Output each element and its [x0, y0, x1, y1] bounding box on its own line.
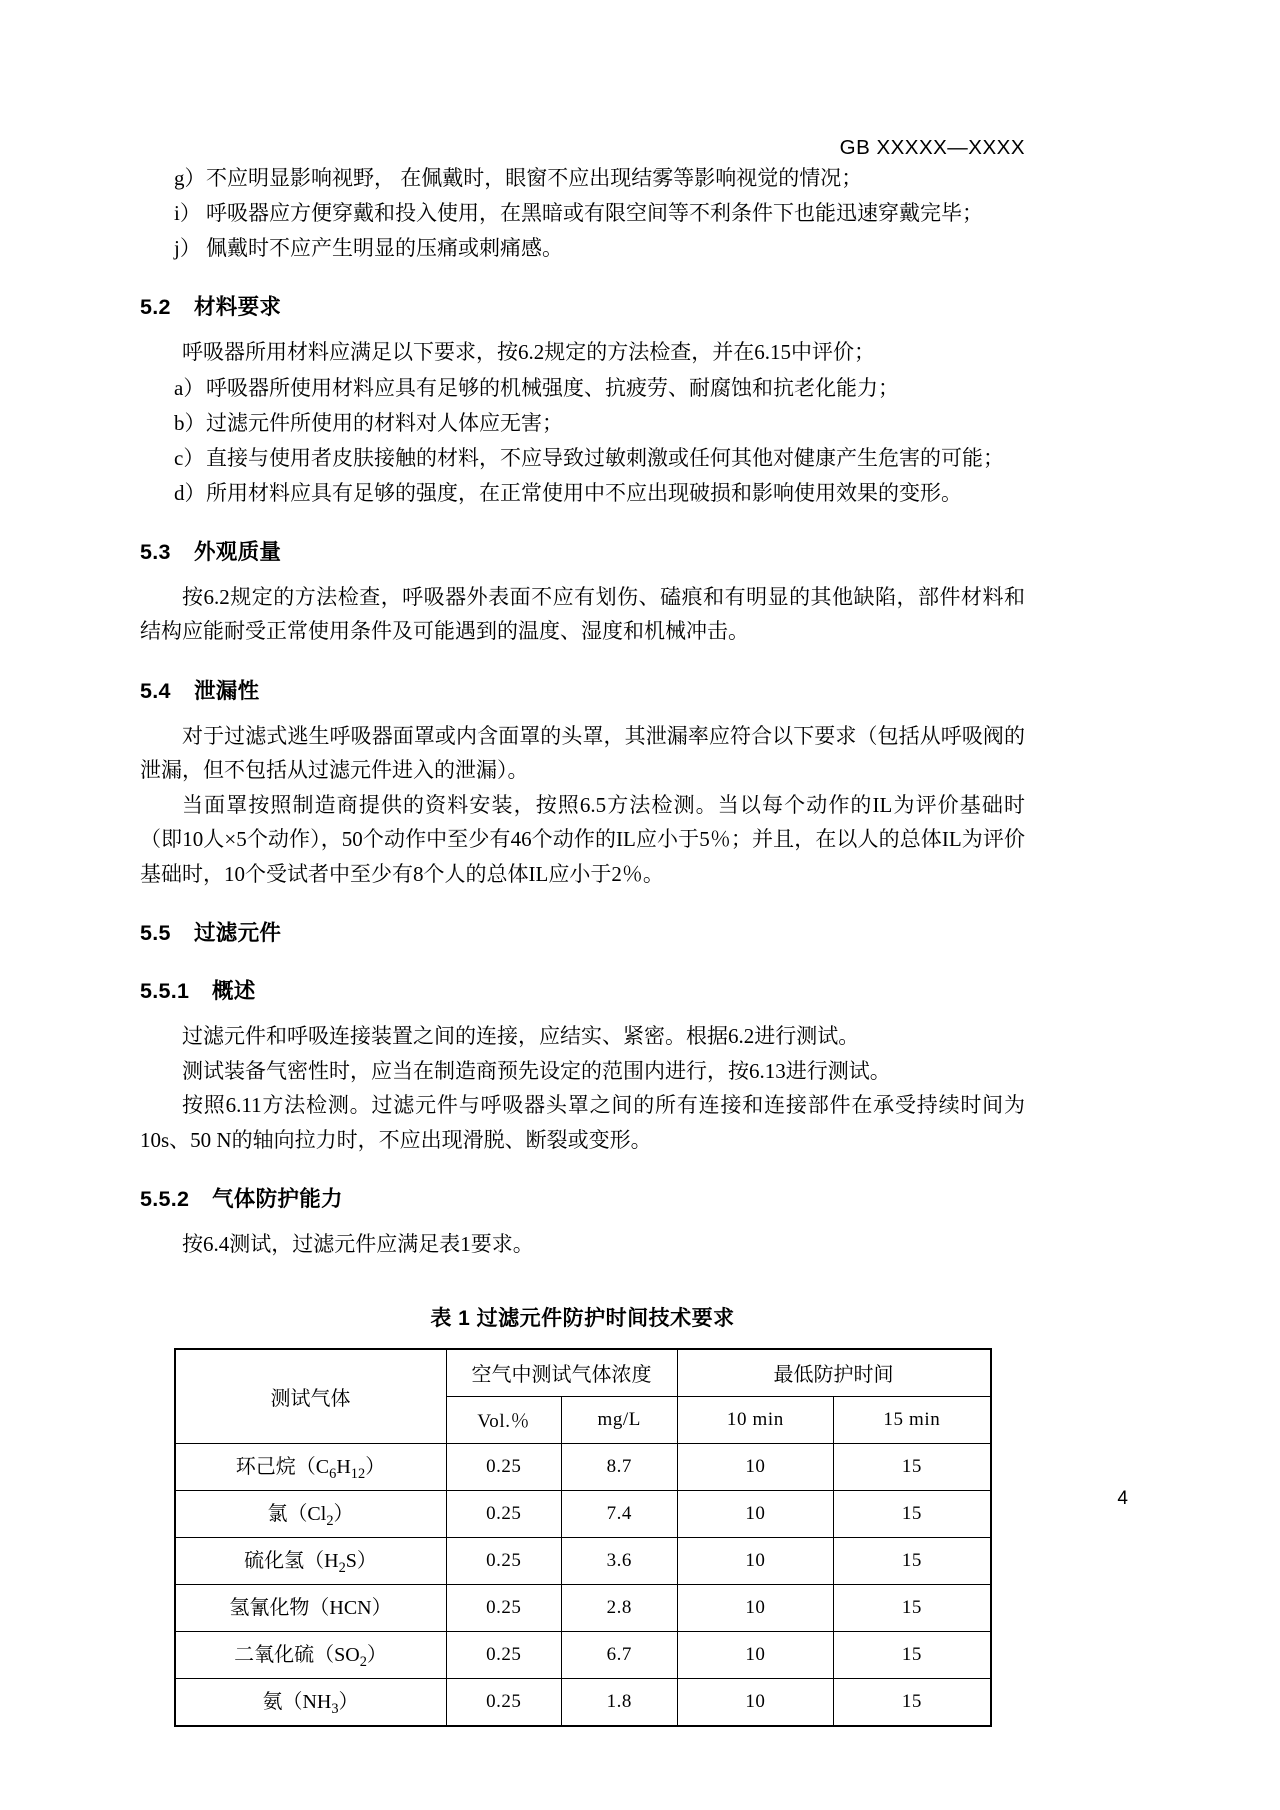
heading-number: 5.5.2 — [140, 1187, 190, 1211]
cell-t10: 10 — [677, 1584, 834, 1631]
heading-number: 5.5.1 — [140, 979, 190, 1003]
cell-mgl: 2.8 — [562, 1584, 678, 1631]
page-content — [140, 0, 1025, 1727]
table-row — [175, 1443, 991, 1490]
gas-name: 氨 — [262, 1691, 283, 1713]
list-item-marker: a） — [174, 375, 205, 400]
heading-5-5 — [140, 917, 1025, 949]
paragraph-5-5-1-1: 过滤元件和呼吸连接装置之间的连接，应结实、紧密。根据6.2进行测试。 — [182, 1024, 860, 1048]
heading-5-5-2 — [140, 1183, 1025, 1215]
table-head — [175, 1349, 991, 1444]
heading-number: 5.2 — [140, 295, 171, 319]
heading-number: 5.4 — [140, 678, 171, 703]
heading-title: 材料要求 — [194, 295, 282, 319]
table-row — [175, 1537, 991, 1584]
heading-5-4 — [140, 675, 1025, 707]
cell-vol: 0.25 — [446, 1490, 562, 1537]
paragraph-5-5-1-3: 按照6.11方法检测。过滤元件与呼吸器头罩之间的所有连接和连接部件在承受持续时间为10s、50 N的轴向拉力时，不应出现滑脱、断裂或变形。 — [140, 1093, 1025, 1152]
cell-t15: 15 — [834, 1678, 991, 1726]
cell-mgl: 1.8 — [562, 1678, 678, 1726]
heading-5-5-1 — [140, 975, 1025, 1007]
heading-title: 泄漏性 — [194, 678, 260, 703]
list-item-marker: d） — [174, 480, 206, 505]
list-item-text: 佩戴时不应产生明显的压痛或刺痛感。 — [206, 236, 563, 260]
cell-mgl: 3.6 — [562, 1537, 678, 1584]
gas-name: 硫化氢 — [244, 1550, 305, 1572]
list-item — [140, 371, 1025, 405]
cell-vol: 0.25 — [446, 1678, 562, 1726]
cell-mgl: 7.4 — [562, 1490, 678, 1537]
paragraph-5-5-2: 按6.4测试，过滤元件应满足表1要求。 — [182, 1232, 534, 1256]
gas-name: 氢氰化物 — [229, 1597, 310, 1619]
list-item-text: 所用材料应具有足够的强度，在正常使用中不应出现破损和影响使用效果的变形。 — [206, 480, 962, 505]
gas-formula: $(Cl_2)$ — [287, 1503, 354, 1529]
list-5-2 — [140, 371, 1025, 510]
table-header-t15: 15 min — [834, 1396, 991, 1443]
heading-number: 5.3 — [140, 539, 171, 564]
list-top — [140, 161, 1025, 265]
gas-formula: $(H_2S)$ — [304, 1550, 377, 1576]
cell-gas — [175, 1678, 447, 1726]
cell-t15: 15 — [834, 1443, 991, 1490]
list-item-marker: g） — [174, 166, 206, 190]
paragraph-5-2-lead: 呼吸器所用材料应满足以下要求，按6.2规定的方法检查，并在6.15中评价； — [182, 340, 875, 364]
cell-t15: 15 — [834, 1584, 991, 1631]
list-item — [140, 231, 1025, 265]
paragraph-5-3: 按6.2规定的方法检查，呼吸器外表面不应有划伤、磕痕和有明显的其他缺陷，部件材料和结构应能耐受正常使用条件及可能遇到的温度、湿度和机械冲击。 — [140, 584, 1025, 643]
list-item-text: 过滤元件所使用的材料对人体应无害； — [206, 410, 563, 435]
table-filter-protection-time — [174, 1348, 992, 1727]
cell-vol: 0.25 — [446, 1537, 562, 1584]
cell-t10: 10 — [677, 1490, 834, 1537]
heading-title: 概述 — [212, 979, 256, 1003]
table-header-gas: 测试气体 — [175, 1349, 447, 1444]
heading-5-2 — [140, 291, 1025, 323]
table-caption: 表 1 过滤元件防护时间技术要求 — [430, 1306, 735, 1330]
cell-t10: 10 — [677, 1443, 834, 1490]
heading-title: 气体防护能力 — [212, 1187, 343, 1211]
cell-gas — [175, 1584, 447, 1631]
page-header-standard-code: GB XXXXX—XXXX — [839, 136, 1025, 159]
page-number: 4 — [1117, 1488, 1128, 1509]
list-item-text: 呼吸器所使用材料应具有足够的机械强度、抗疲劳、耐腐蚀和抗老化能力； — [206, 375, 899, 400]
cell-vol: 0.25 — [446, 1631, 562, 1678]
cell-t15: 15 — [834, 1631, 991, 1678]
gas-formula: $(C_6H_{12})$ — [295, 1456, 386, 1482]
heading-title: 过滤元件 — [194, 921, 282, 945]
table-header-mgl: mg/L — [562, 1396, 678, 1443]
list-item-marker: i） — [174, 201, 201, 225]
paragraph-5-4-2: 当面罩按照制造商提供的资料安装，按照6.5方法检测。当以每个动作的IL为评价基础时（即10人×5个动作），50个动作中至少有46个动作的IL应小于5％；并且，在以人的总体IL为评价基础时，10个受试者中至少有8个人的总体IL应小于2％。 — [140, 792, 1025, 886]
table-header-time-group: 最低防护时间 — [677, 1349, 991, 1397]
list-item — [140, 441, 1025, 475]
table-header-concentration-group: 空气中测试气体浓度 — [446, 1349, 677, 1397]
list-item-marker: b） — [174, 410, 206, 435]
table-row — [175, 1584, 991, 1631]
cell-mgl: 6.7 — [562, 1631, 678, 1678]
cell-t10: 10 — [677, 1678, 834, 1726]
cell-vol: 0.25 — [446, 1584, 562, 1631]
gas-name: 氯 — [267, 1503, 288, 1525]
list-item-text: 直接与使用者皮肤接触的材料，不应导致过敏刺激或任何其他对健康产生危害的可能； — [206, 445, 1004, 470]
table-header-row-1 — [175, 1349, 991, 1397]
table-header-vol: Vol.％ — [446, 1396, 562, 1443]
list-item-text: 呼吸器应方便穿戴和投入使用，在黑暗或有限空间等不利条件下也能迅速穿戴完毕； — [206, 201, 983, 225]
list-item-marker: c） — [174, 445, 205, 470]
cell-gas — [175, 1537, 447, 1584]
heading-5-3 — [140, 536, 1025, 568]
list-item — [140, 196, 1025, 230]
cell-vol: 0.25 — [446, 1443, 562, 1490]
cell-mgl: 8.7 — [562, 1443, 678, 1490]
cell-t15: 15 — [834, 1490, 991, 1537]
gas-formula: $(SO_2)$ — [314, 1644, 387, 1670]
list-item-marker: j） — [174, 236, 201, 260]
paragraph-5-4-1: 对于过滤式逃生呼吸器面罩或内含面罩的头罩，其泄漏率应符合以下要求（包括从呼吸阀的泄漏，但不包括从过滤元件进入的泄漏）。 — [140, 723, 1025, 782]
cell-gas — [175, 1631, 447, 1678]
heading-number: 5.5 — [140, 921, 171, 945]
cell-gas — [175, 1490, 447, 1537]
list-item-text: 不应明显影响视野， 在佩戴时，眼窗不应出现结雾等影响视觉的情况； — [206, 166, 863, 190]
table-row — [175, 1678, 991, 1726]
cell-t10: 10 — [677, 1631, 834, 1678]
paragraph-5-5-1-2: 测试装备气密性时，应当在制造商预先设定的范围内进行，按6.13进行测试。 — [182, 1058, 891, 1083]
cell-t15: 15 — [834, 1537, 991, 1584]
list-item — [140, 406, 1025, 440]
gas-name: 二氧化硫 — [234, 1644, 315, 1666]
table-row — [175, 1631, 991, 1678]
table-body — [175, 1443, 991, 1726]
table-header-t10: 10 min — [677, 1396, 834, 1443]
list-item — [140, 476, 1025, 510]
gas-name: 环己烷 — [235, 1456, 296, 1478]
table-row — [175, 1490, 991, 1537]
cell-t10: 10 — [677, 1537, 834, 1584]
cell-gas — [175, 1443, 447, 1490]
heading-title: 外观质量 — [194, 539, 282, 564]
gas-formula: （HCN） — [309, 1597, 392, 1619]
gas-formula: $(NH_3)$ — [282, 1691, 359, 1717]
list-item — [140, 161, 1025, 195]
